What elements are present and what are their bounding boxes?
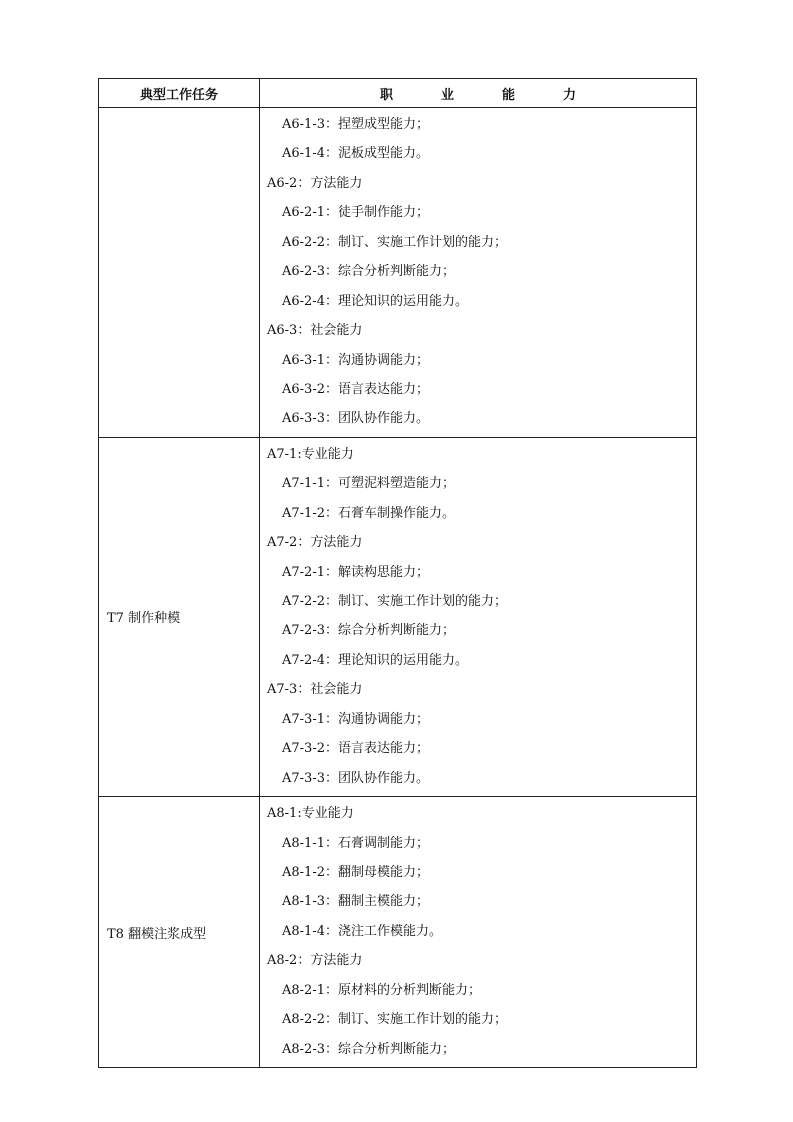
- ability-category: A6-3：社会能力: [267, 323, 363, 339]
- ability-item: A7-3-3：团队协作能力。: [282, 770, 429, 786]
- ability-cell: [260, 797, 697, 1068]
- ability-item: A6-2-2：制订、实施工作计划的能力；: [282, 234, 507, 250]
- table-header-row: [99, 79, 697, 108]
- ability-item: A6-3-1：沟通协调能力；: [282, 352, 429, 368]
- ability-category: A8-2：方法能力: [267, 953, 363, 969]
- ability-category: A7-1:专业能力: [267, 446, 354, 462]
- task-cell: [99, 108, 260, 438]
- ability-cell: [260, 108, 697, 438]
- ability-item: A7-3-1：沟通协调能力；: [282, 711, 429, 727]
- ability-item: A7-2-2：制订、实施工作计划的能力；: [282, 594, 507, 609]
- ability-item: A7-2-3：综合分析判断能力；: [282, 623, 455, 639]
- ability-item: A7-1-1：可塑泥料塑造能力；: [282, 476, 455, 492]
- task-cell: T8 翻模注浆成型: [99, 797, 260, 1068]
- task-cell: T7 制作种模: [99, 437, 260, 796]
- ability-item: A6-2-3：综合分析判断能力；: [282, 264, 455, 280]
- ability-item: A8-1-3：翻制主模能力；: [282, 894, 429, 910]
- ability-item: A8-1-4：浇注工作模能力。: [282, 923, 442, 939]
- ability-item: A8-2-1：原材料的分析判断能力；: [282, 982, 481, 998]
- header-typical-task: 典型工作任务: [99, 79, 260, 108]
- ability-item: A7-1-2：石膏车制操作能力。: [282, 505, 455, 521]
- table-row: [99, 797, 697, 1068]
- ability-item: A6-3-2：语言表达能力；: [282, 381, 429, 397]
- ability-item: A6-1-4：泥板成型能力。: [282, 146, 429, 162]
- ability-item: A6-1-3：捏塑成型能力；: [282, 117, 429, 132]
- ability-cell: [260, 437, 697, 796]
- ability-category: A8-1:专业能力: [267, 806, 354, 822]
- table-body: [99, 108, 697, 1068]
- ability-table: [98, 78, 697, 1068]
- ability-category: A6-2：方法能力: [267, 175, 363, 191]
- ability-category: A7-3：社会能力: [267, 682, 363, 698]
- ability-item: A8-2-3：综合分析判断能力；: [282, 1041, 455, 1057]
- ability-item: A7-2-1：解读构思能力；: [282, 564, 429, 580]
- table-row: [99, 108, 697, 438]
- ability-item: A6-2-4：理论知识的运用能力。: [282, 293, 468, 309]
- table-row: [99, 437, 697, 796]
- ability-item: A7-2-4：理论知识的运用能力。: [282, 652, 468, 668]
- ability-item: A7-3-2：语言表达能力；: [282, 741, 429, 757]
- ability-category: A7-2：方法能力: [267, 535, 363, 551]
- ability-item: A6-3-3：团队协作能力。: [282, 411, 429, 427]
- ability-item: A8-1-2：翻制母模能力；: [282, 864, 429, 880]
- ability-item: A6-2-1：徒手制作能力；: [282, 205, 429, 221]
- ability-item: A8-1-1：石膏调制能力；: [282, 835, 429, 851]
- header-vocational-ability: 职业能力: [260, 79, 697, 108]
- ability-item: A8-2-2：制订、实施工作计划的能力；: [282, 1012, 507, 1028]
